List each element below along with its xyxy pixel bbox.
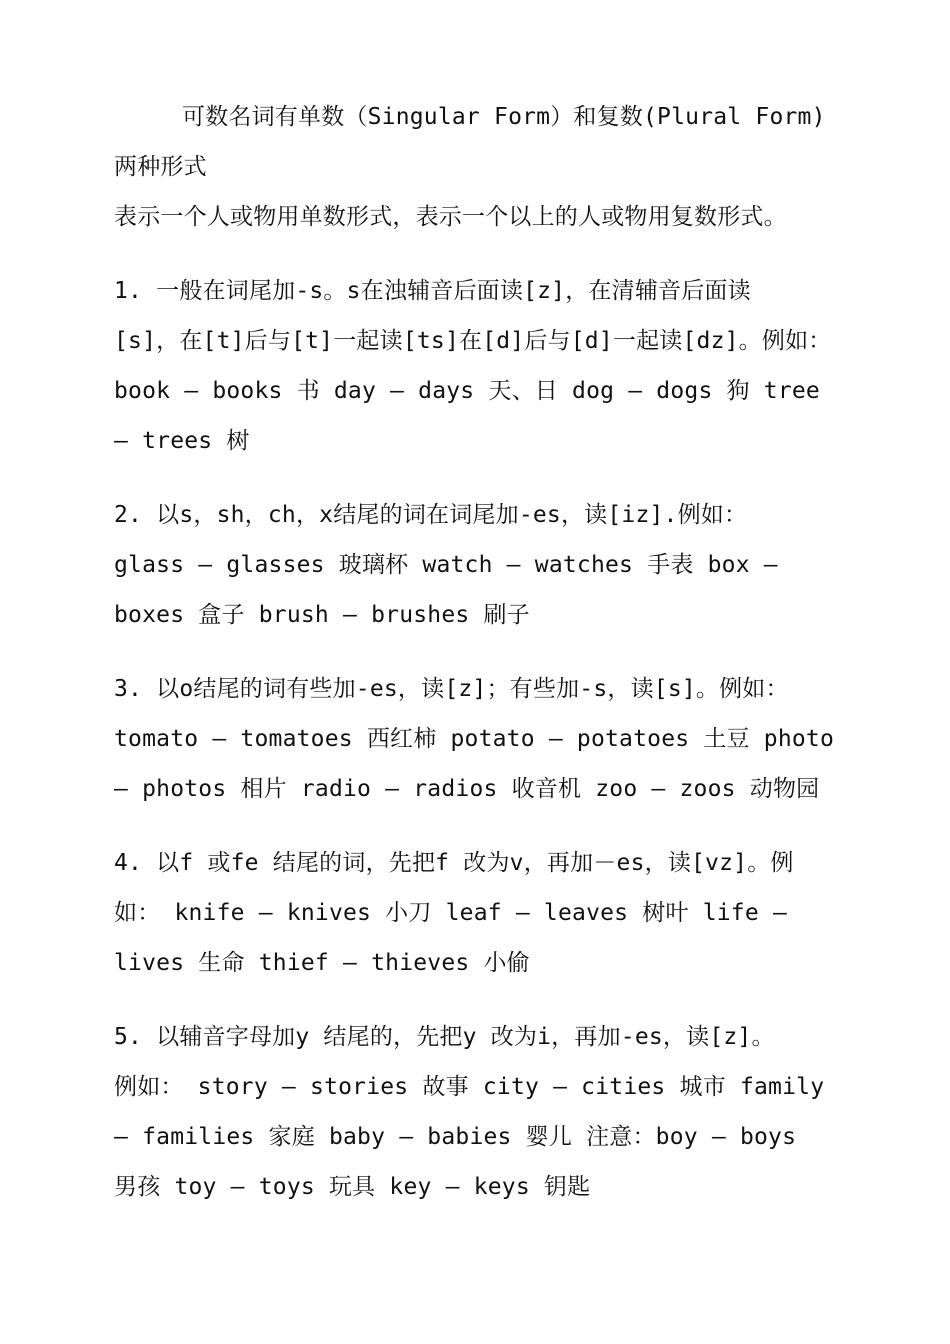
rule-2-line-3: boxes 盒子 brush — brushes 刷子	[114, 602, 530, 628]
rule-2-line-1: 2. 以s，sh，ch，x结尾的词在词尾加-es，读[iz].例如：	[114, 502, 748, 528]
intro-line-1: 可数名词有单数（Singular Form）和复数(Plural Form)	[182, 104, 826, 130]
rule-5-line-1: 5. 以辅音字母加y 结尾的，先把y 改为i，再加-es，读[z]。	[114, 1024, 775, 1050]
rule-3-line-3: — photos 相片 radio — radios 收音机 zoo — zoos 动物园	[114, 776, 820, 802]
rule-1-line-2: [s]，在[t]后与[t]一起读[ts]在[d]后与[d]一起读[dz]。例如：	[114, 328, 832, 354]
rule-5-line-2: 例如： story — stories 故事 city — cities 城市 family	[114, 1074, 825, 1100]
rule-5-line-4: 男孩 toy — toys 玩具 key — keys 钥匙	[114, 1174, 591, 1200]
rule-2-line-2: glass — glasses 玻璃杯 watch — watches 手表 box —	[114, 552, 778, 578]
rule-3-line-1: 3. 以o结尾的词有些加-es，读[z]；有些加-s，读[s]。例如：	[114, 676, 789, 702]
intro-line-2: 两种形式	[114, 154, 207, 180]
rule-1-line-1: 1. 一般在词尾加-s。s在浊辅音后面读[z]，在清辅音后面读	[114, 278, 751, 304]
rule-4-line-2: 如： knife — knives 小刀 leaf — leaves 树叶 life —	[114, 900, 787, 926]
rule-4-line-3: lives 生命 thief — thieves 小偷	[114, 950, 530, 976]
rule-3-line-2: tomato — tomatoes 西红柿 potato — potatoes 土豆 photo	[114, 726, 835, 752]
rule-1-line-3: book — books 书 day — days 天、日 dog — dogs 狗 tree	[114, 378, 820, 404]
rule-5-line-3: — families 家庭 baby — babies 婴儿 注意：boy — boys	[114, 1124, 797, 1150]
rule-4-line-1: 4. 以f 或fe 结尾的词，先把f 改为v，再加－es，读[vz]。例	[114, 850, 794, 876]
intro-line-3: 表示一个人或物用单数形式，表示一个以上的人或物用复数形式。	[114, 204, 787, 230]
rule-1-line-4: — trees 树	[114, 428, 250, 454]
